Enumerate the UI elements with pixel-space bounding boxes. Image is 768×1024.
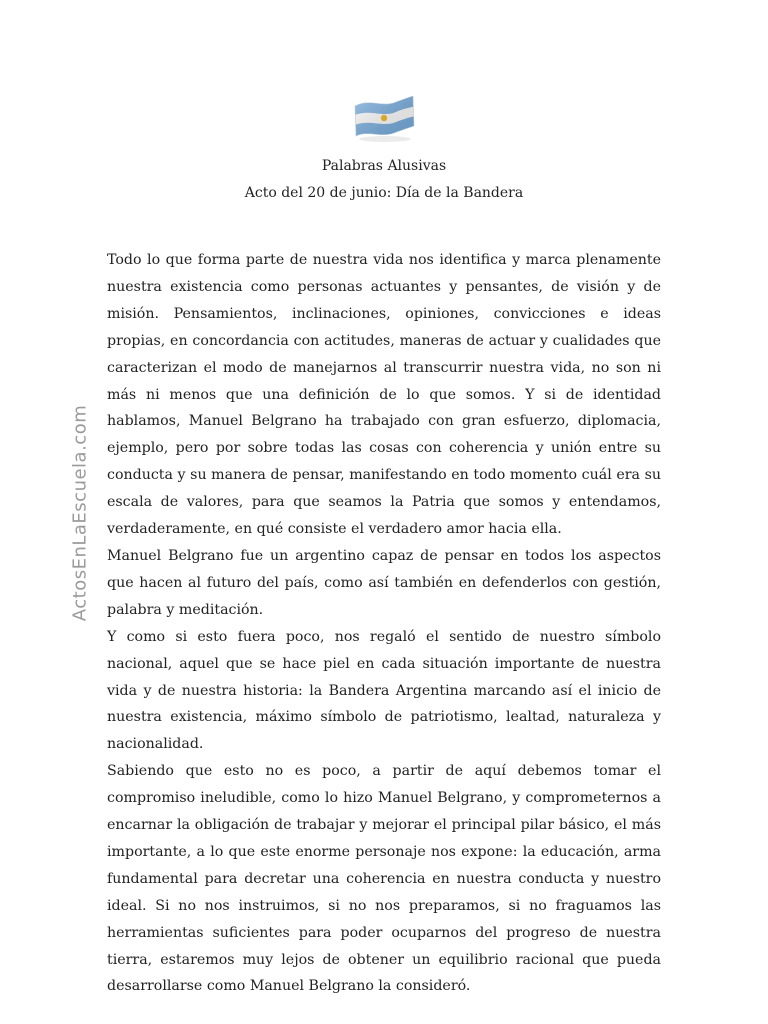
paragraph: Y como si esto fuera poco, nos regaló el sentido de nuestro símbolo nacional, aquel que se hace piel en cada situación importante de nuestra vida y de nuestra historia: la Bandera Argentina marcando así el inicio de nuestra existencia, máximo símbolo de patriotismo, lealtad, naturaleza y nacionalidad. xyxy=(107,628,661,753)
document-body xyxy=(107,247,661,1000)
paragraph: Todo lo que forma parte de nuestra vida nos identifica y marca plenamente nuestra existencia como personas actuantes y pensantes, de visión y de misión. Pensamientos, inclinaciones, opiniones, convicciones e ideas propias, en concordancia con actitudes, maneras de actuar y cualidades que caracterizan el modo de manejarnos al transcurrir nuestra vida, no son ni más ni menos que una definición de lo que somos. Y si de identidad hablamos, Manuel Belgrano ha trabajado con gran esfuerzo, diplomacia, ejemplo, pero por sobre todas las cosas con coherencia y unión entre su conducta y su manera de pensar, manifestando en todo momento cuál era su escala de valores, para que seamos la Patria que somos y entendamos, verdaderamente, en qué consiste el verdadero amor hacia ella. xyxy=(107,252,661,538)
paragraph: Sabiendo que esto no es poco, a partir de aquí debemos tomar el compromiso ineludible, como lo hizo Manuel Belgrano, y comprometernos a encarnar la obligación de trabajar y mejorar el principal pilar básico, el más importante, a lo que este enorme personaje nos expone: la educación, arma fundamental para decretar una coherencia en nuestra conducta y nuestro ideal. Si no nos instruimos, si no nos preparamos, si no fraguamos las herramientas suficientes para poder ocuparnos del progreso de nuestra tierra, estaremos muy lejos de obtener un equilibrio racional que pueda desarrollarse como Manuel Belgrano la consideró. xyxy=(107,763,661,995)
document-title: Palabras Alusivas xyxy=(321,158,447,174)
document-subtitle: Acto del 20 de junio: Día de la Bandera xyxy=(244,185,524,201)
argentina-flag-icon xyxy=(352,92,416,144)
document-header xyxy=(0,153,768,207)
paragraph: Manuel Belgrano fue un argentino capaz de pensar en todos los aspectos que hacen al futuro del país, como así también en defenderlos con gestión, palabra y meditación. xyxy=(107,547,661,618)
site-watermark: ActosEnLaEscuela.com xyxy=(69,404,91,622)
